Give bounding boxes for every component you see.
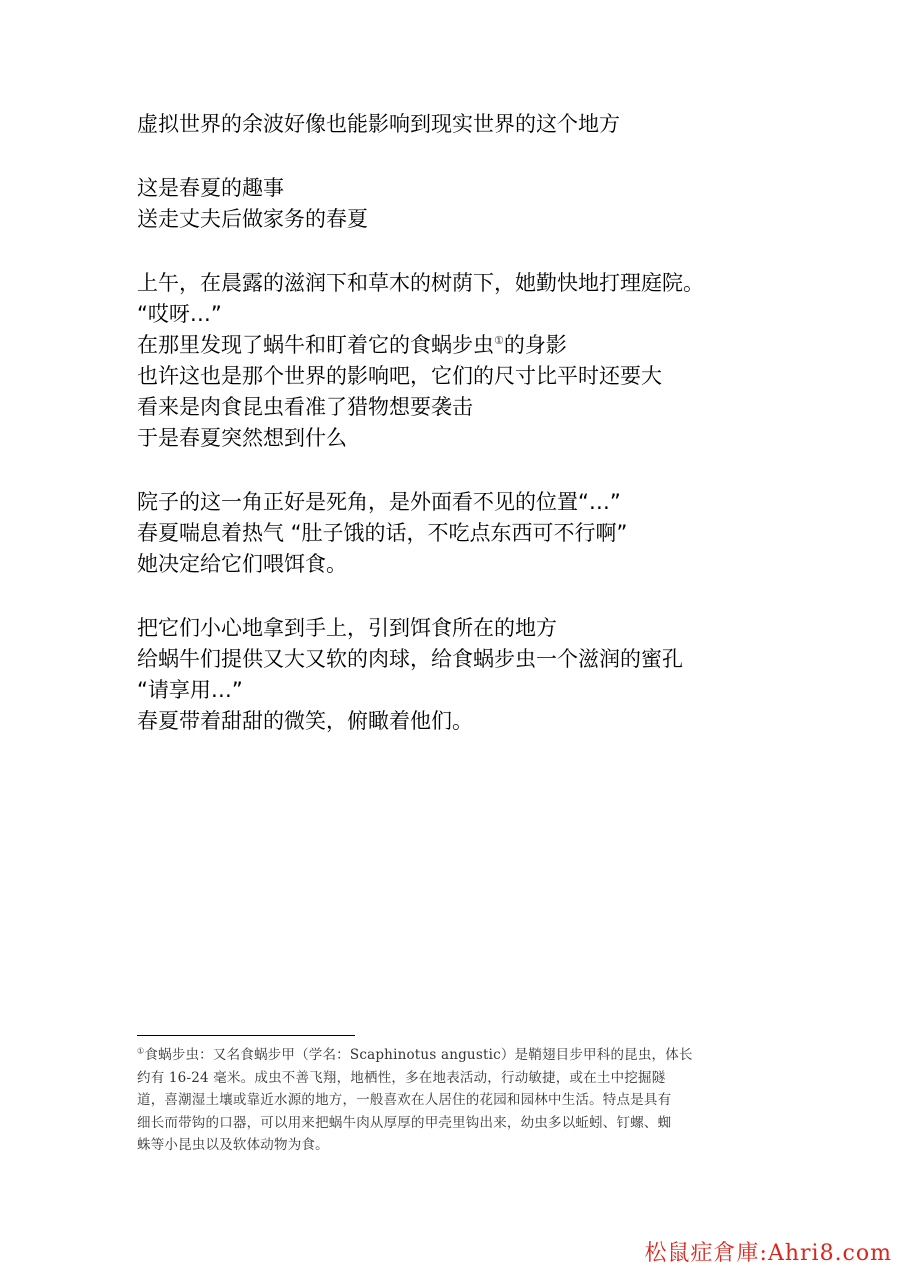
- footnote-line: [137, 1044, 777, 1067]
- paragraph-gap: [137, 140, 837, 173]
- paragraph-gap: [137, 235, 837, 268]
- paragraph-gap: [137, 454, 837, 487]
- paragraph-gap: [137, 580, 837, 613]
- text-segment: 在那里发现了蜗牛和盯着它的食蜗步虫: [137, 333, 494, 357]
- text-line: 春夏带着甜甜的微笑，俯瞰着他们。: [137, 709, 473, 733]
- text-line: 虚拟世界的余波好像也能影响到现实世界的这个地方: [137, 112, 620, 136]
- footnote-line: 细长而带钩的口器，可以用来把蜗牛肉从厚厚的甲壳里钩出来，幼虫多以蚯蚓、钉螺、蜘: [137, 1114, 672, 1131]
- footnote-divider: [137, 1035, 355, 1036]
- text-line: “哎呀…”: [137, 302, 222, 326]
- text-line: 送走丈夫后做家务的春夏: [137, 207, 368, 231]
- footnote-reference[interactable]: ①: [494, 334, 504, 347]
- footnote-text: 食蜗步虫：又名食蜗步甲（学名：Scaphinotus angustic）是鞘翅目步甲科的昆虫，体长: [144, 1047, 693, 1063]
- text-line: 给蜗牛们提供又大又软的肉球，给食蜗步虫一个滋润的蜜孔: [137, 647, 683, 671]
- footnote-mark: ①: [137, 1046, 145, 1056]
- text-line-with-footnote: [137, 330, 837, 361]
- text-line: 春夏喘息着热气 “肚子饿的话，不吃点东西可不行啊”: [137, 521, 628, 545]
- text-segment: 的身影: [503, 333, 567, 357]
- text-line: 这是春夏的趣事: [137, 176, 284, 200]
- footnote-line: 约有 16-24 毫米。成虫不善飞翔，地栖性，多在地表活动，行动敏捷，或在土中挖掘隧: [137, 1069, 666, 1086]
- watermark: 松鼠症倉庫:Ahri8.com: [644, 1241, 892, 1266]
- text-line: 把它们小心地拿到手上，引到饵食所在的地方: [137, 616, 557, 640]
- story-text: [137, 109, 837, 737]
- text-line: 她决定给它们喂饵食。: [137, 552, 347, 576]
- text-line: 看来是肉食昆虫看准了猎物想要袭击: [137, 395, 473, 419]
- text-line: 上午，在晨露的滋润下和草木的树荫下，她勤快地打理庭院。: [137, 271, 704, 295]
- text-line: 于是春夏突然想到什么: [137, 426, 347, 450]
- text-line: “请享用…”: [137, 678, 243, 702]
- footnote: [137, 1044, 777, 1157]
- footnote-line: 蛛等小昆虫以及软体动物为食。: [137, 1137, 329, 1153]
- text-line: 院子的这一角正好是死角，是外面看不见的位置“…”: [137, 490, 621, 514]
- footnote-line: 道，喜潮湿土壤或靠近水源的地方，一般喜欢在人居住的花园和园林中生活。特点是具有: [137, 1092, 672, 1108]
- text-line: 也许这也是那个世界的影响吧，它们的尺寸比平时还要大: [137, 364, 662, 388]
